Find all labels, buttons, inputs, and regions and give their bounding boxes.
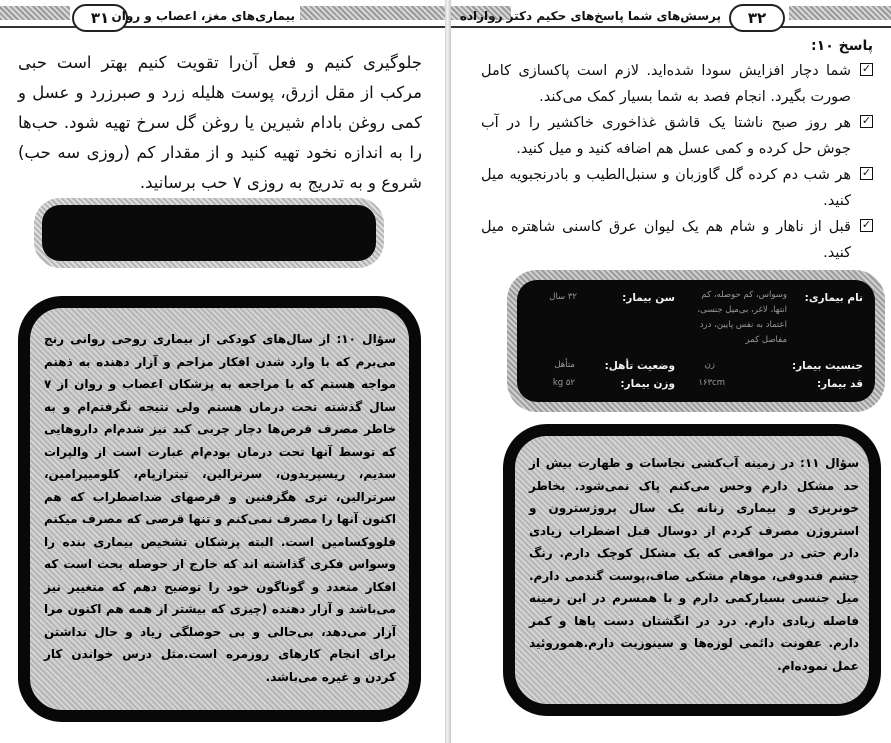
page-number: ۳۱ (90, 9, 110, 27)
header-pattern (0, 6, 70, 20)
list-item (481, 214, 873, 266)
gender-value: زن (704, 360, 715, 370)
marital-value: متأهل (554, 360, 575, 370)
redacted-block (42, 205, 376, 261)
running-header: پرسش‌های شما پاسخ‌های حکیم دکتر روازاده (459, 9, 721, 23)
answer-item-text: شما دچار افزایش سودا شده‌اید. لازم است پاکسازی کامل صورت بگیرد. انجام فصد به شما بسیار کمک می‌کند. (481, 63, 851, 105)
question-box-10 (18, 296, 421, 722)
question-10-text: سؤال ۱۰: از سال‌های کودکی از بیماری روحی روانی رنج می‌برم که با وارد شدن افکار مزاحم و آزار دهنده به ذهنم مواجه هستم که با مراجعه به پزشکان اعصاب و روان از ۷ سال گذشته تحت درمان هستم ولی نتیجه نگرفتم‌ام و به خاطر مصرف قرص‌ها دچار چربی کبد نیز شدم‌ام داروهایی که توسط آنها تحت درمان بودم‌ام عبارت است از والپرات سدیم، ریسپریدون، سرترالین، تیترازپام، کلومیپرامین، سرترالین، تری هگزفنین و قرصهای ضداضطراب که هم اکنون آنها را مصرف نمی‌کنم و تنها قرصی که مصرف میکنم فلووکسامین است. البته پزشکان تشخیص بیماری بنده را وسواس فکری گذاشته اند که خارج از حوصله بحث است که افکار متعدد و گوناگون خود را توضیح دهم که متغییر نیز می‌باشد و آزار دهنده (چیزی که بیشتر از همه هم اکنون مرا آزار می‌دهد، بی‌حالی و بی حوصلگی زیاد و حال نداشتن برای انجام کارهای روزمره است.مثل درس خواندن کار کردن و غیره می‌باشد. (44, 332, 397, 684)
body-paragraph: جلوگیری کنیم و فعل آن‌را تقویت کنیم بهتر است حبی مرکب از مقل ازرق، پوست هلیله زرد و صبرزرد و عسل و کمی روغن بادام شیرین یا روغن گل سرخ تهیه شود. حب‌ها را به اندازه نخود تهیه کنید و از مقدار کم (روزی سه حب) شروع و به تدریج به روزی ۷ حب برسانید. (18, 53, 422, 192)
checkbox-icon: ✓ (861, 218, 872, 231)
page-number: ۳۲ (747, 9, 767, 27)
answer-10-title: پاسخ ۱۰: (811, 38, 873, 54)
answer-10-list (481, 58, 873, 266)
header-rule (451, 26, 891, 28)
answer-item-text: هر شب دم کرده گل گاوزبان و سنبل‌الطیب و بادرنجبویه میل کنید. (481, 167, 851, 209)
checkbox-icon: ✓ (861, 62, 872, 75)
marital-label: وضعیت تأهل: (604, 360, 675, 372)
running-header: بیماری‌های مغز، اعصاب و روان (111, 9, 295, 23)
checkbox-icon: ✓ (861, 166, 872, 179)
patient-info-card (517, 280, 875, 402)
age-value: ۳۲ سال (549, 292, 577, 302)
header-pattern (300, 6, 445, 20)
header-pattern (789, 6, 891, 20)
disease-label: نام بیماری: (804, 292, 863, 304)
answer-item-text: هر روز صبح ناشتا یک قاشق غذاخوری خاکشیر را در آب جوش حل کرده و کمی عسل هم اضافه کنید و میل کنید. (481, 115, 851, 157)
list-item (481, 162, 873, 214)
answer-item-text: قبل از ناهار و شام هم یک لیوان عرق کاسنی شاهتره میل کنید. (481, 219, 851, 261)
weight-label: وزن بیمار: (620, 378, 675, 390)
weight-value: ۵۲ kg (552, 378, 575, 388)
question-box-11 (503, 424, 881, 716)
gender-label: جنسیت بیمار: (791, 360, 863, 372)
height-value: ۱۶۳cm (698, 378, 725, 388)
height-label: قد بیمار: (816, 378, 863, 390)
list-item (481, 58, 873, 110)
page-31 (0, 0, 445, 743)
list-item (481, 110, 873, 162)
question-11-text: سؤال ۱۱: در زمینه آب‌کشی نجاسات و طهارت بیش از حد مشکل دارم وحس می‌کنم پاک نمی‌شود. بخاطر خونریزی و بیماری زنانه یک سال پروژسترون و استروژن مصرف کردم از دوسال قبل اضطراب زیادی دارم حتی در مواقعی که یک مشکل کوچک دارم. رنگ چشم فندوقی، موهام مشکی صاف،پوست گندمی دارم. میل جنسی بسیارکمی دارم و با همسرم در این زمینه فاصله زیادی دارم. درد در انگشتان دست پاها و کمر دارم. عفونت دائمی لوزه‌ها و سینوزیت دارم.هموروئید عمل نموده‌ام. (529, 456, 859, 673)
page-32 (451, 0, 891, 743)
page-number-badge (729, 4, 785, 32)
disease-value: وسواس، کم حوصله، کم انتها، لاغر، بی‌میل جنسی، اعتماد به نفس پایین، درد مفاصل کمر (697, 290, 787, 345)
header-rule (0, 26, 445, 28)
checkbox-icon: ✓ (861, 114, 872, 127)
age-label: سن بیمار: (622, 292, 675, 304)
